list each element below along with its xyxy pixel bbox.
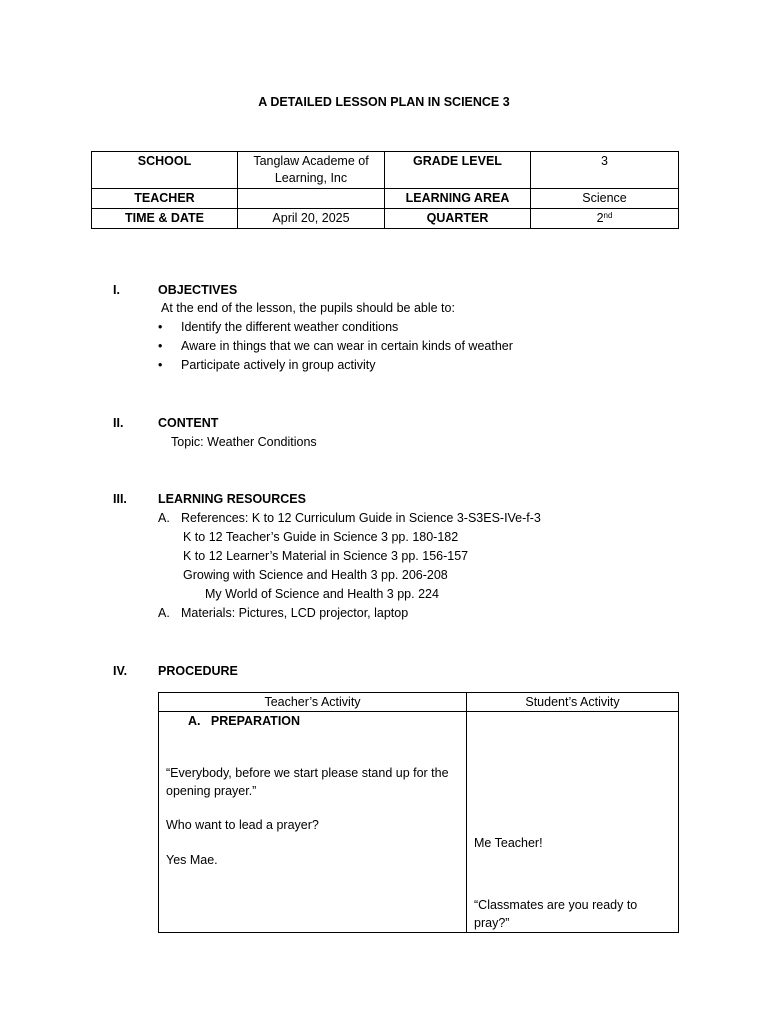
quarter-suffix: nd bbox=[603, 211, 613, 220]
materials-marker: A. bbox=[158, 606, 170, 620]
learning-area-value: Science bbox=[531, 189, 679, 209]
objective-item: Identify the different weather conditions bbox=[181, 320, 399, 334]
procedure-numeral: IV. bbox=[113, 664, 128, 678]
procedure-table bbox=[158, 692, 679, 933]
student-line: “Classmates are you ready to pray?” bbox=[474, 898, 638, 930]
teacher-label: TEACHER bbox=[92, 189, 238, 209]
teacher-activity-header: Teacher’s Activity bbox=[159, 693, 467, 712]
materials-line: Materials: Pictures, LCD projector, laptop bbox=[181, 606, 409, 620]
time-date-value: April 20, 2025 bbox=[238, 209, 385, 229]
grade-level-value: 3 bbox=[531, 152, 679, 189]
teacher-activity-cell bbox=[159, 712, 467, 933]
objectives-numeral: I. bbox=[113, 283, 120, 297]
student-activity-header: Student’s Activity bbox=[467, 693, 679, 712]
school-value: Tanglaw Academe of Learning, Inc bbox=[238, 152, 385, 189]
lesson-info-table bbox=[91, 151, 679, 229]
content-topic: Topic: Weather Conditions bbox=[171, 435, 317, 449]
teacher-line: “Everybody, before we start please stand up for the opening prayer.” bbox=[166, 766, 449, 798]
reference-item: Growing with Science and Health 3 pp. 206-208 bbox=[183, 568, 448, 582]
objectives-heading: OBJECTIVES bbox=[158, 283, 238, 297]
quarter-number: 2 bbox=[596, 211, 604, 225]
teacher-value bbox=[238, 189, 385, 209]
objective-item: Aware in things that we can wear in certain kinds of weather bbox=[181, 339, 513, 353]
procedure-heading: PROCEDURE bbox=[158, 664, 238, 678]
document-title: A DETAILED LESSON PLAN IN SCIENCE 3 bbox=[258, 95, 510, 109]
reference-item: K to 12 Teacher’s Guide in Science 3 pp. 180-182 bbox=[183, 530, 459, 544]
teacher-line: Who want to lead a prayer? bbox=[166, 818, 319, 832]
bullet-icon: • bbox=[158, 339, 163, 353]
objectives-intro: At the end of the lesson, the pupils should be able to: bbox=[161, 301, 455, 315]
reference-item: My World of Science and Health 3 pp. 224 bbox=[205, 587, 439, 601]
bullet-icon: • bbox=[158, 358, 163, 372]
time-date-label: TIME & DATE bbox=[92, 209, 238, 229]
teacher-line: Yes Mae. bbox=[166, 853, 218, 867]
objective-item: Participate actively in group activity bbox=[181, 358, 376, 372]
preparation-marker: A. bbox=[188, 714, 201, 728]
grade-level-label: GRADE LEVEL bbox=[385, 152, 531, 189]
references-line: References: K to 12 Curriculum Guide in Science 3-S3ES-IVe-f-3 bbox=[181, 511, 541, 525]
preparation-label: PREPARATION bbox=[210, 714, 301, 728]
resources-heading: LEARNING RESOURCES bbox=[158, 492, 306, 506]
student-line: Me Teacher! bbox=[474, 836, 543, 850]
learning-area-label: LEARNING AREA bbox=[385, 189, 531, 209]
student-activity-cell bbox=[467, 712, 679, 933]
content-numeral: II. bbox=[113, 416, 124, 430]
resources-numeral: III. bbox=[113, 492, 127, 506]
bullet-icon: • bbox=[158, 320, 163, 334]
content-heading: CONTENT bbox=[158, 416, 219, 430]
references-marker: A. bbox=[158, 511, 170, 525]
reference-item: K to 12 Learner’s Material in Science 3 pp. 156-157 bbox=[183, 549, 469, 563]
preparation-section bbox=[166, 712, 459, 730]
school-label: SCHOOL bbox=[92, 152, 238, 189]
quarter-label: QUARTER bbox=[385, 209, 531, 229]
quarter-value bbox=[531, 209, 679, 229]
